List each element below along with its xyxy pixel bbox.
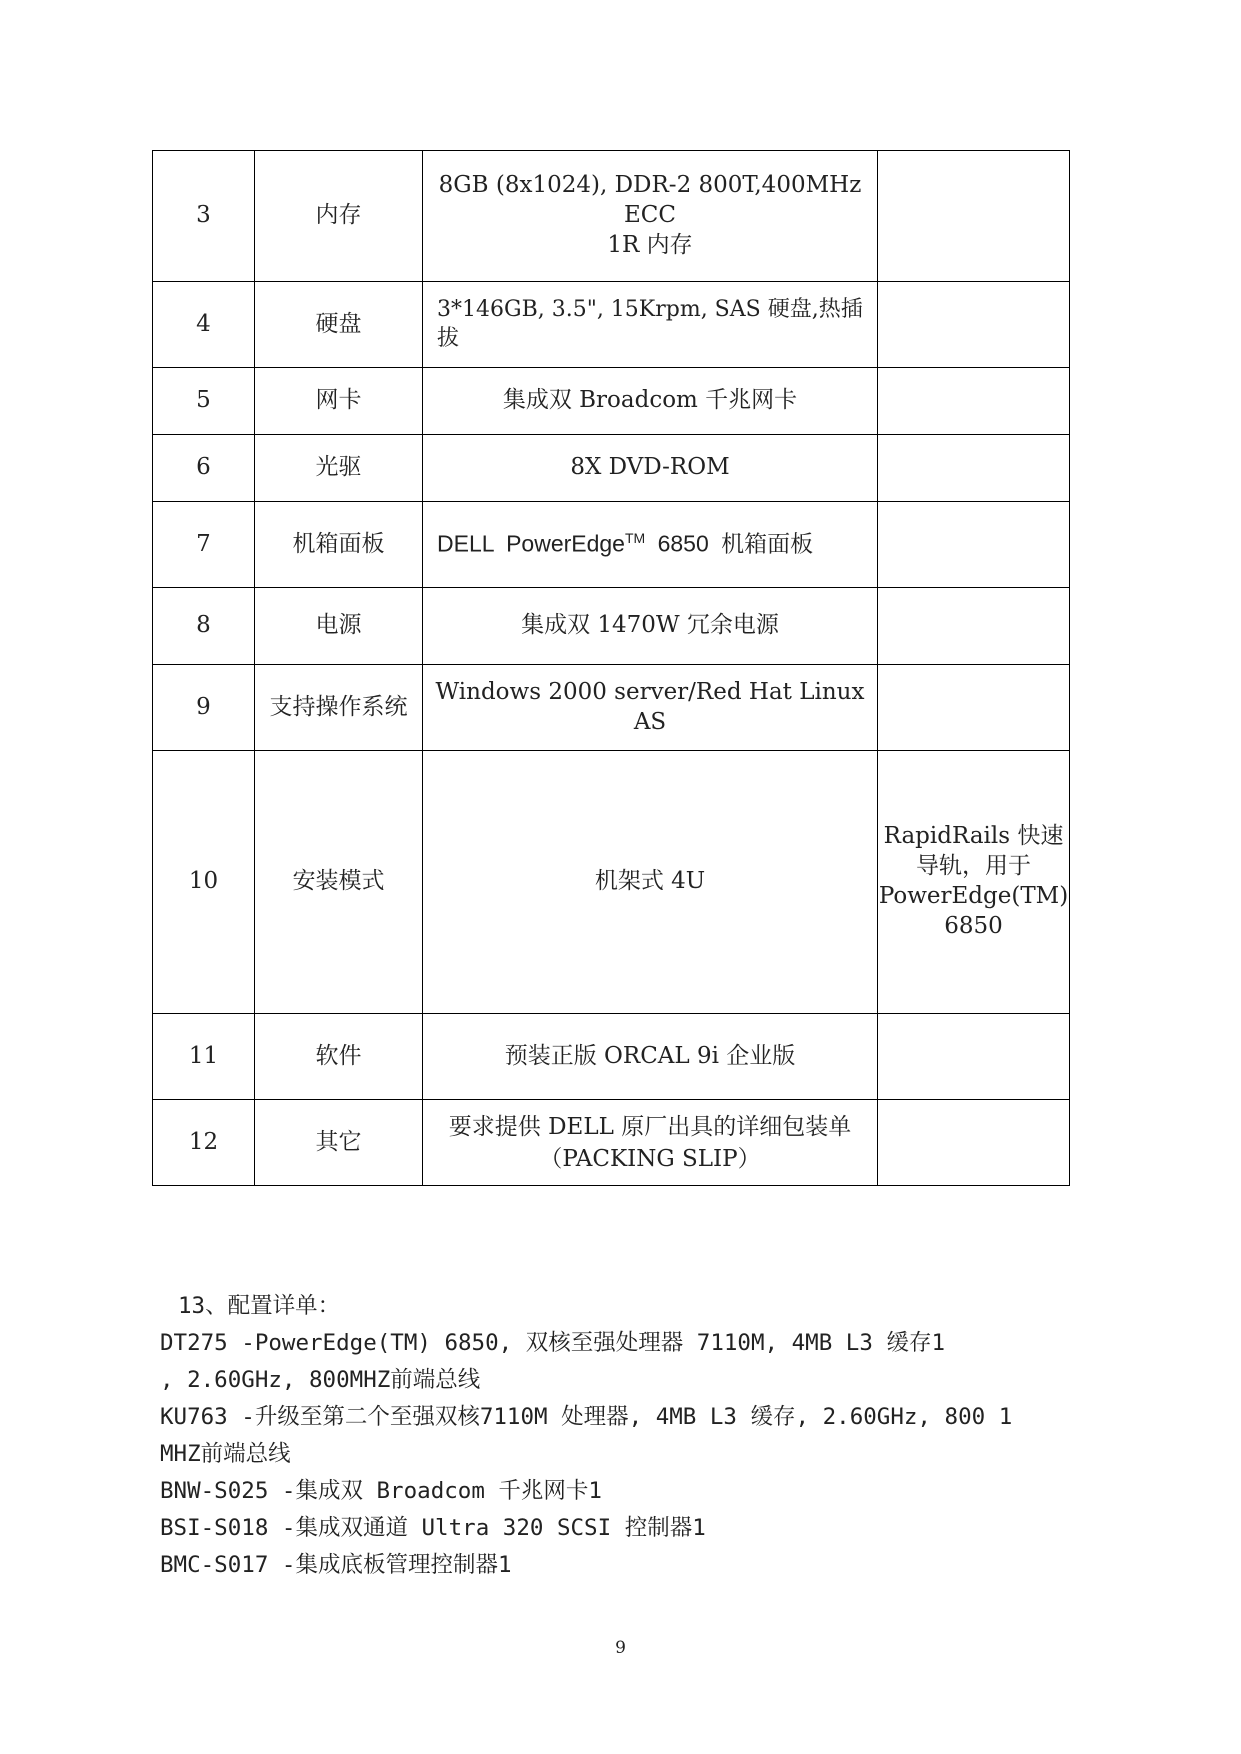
trademark-mark: TM xyxy=(624,530,646,547)
table-row xyxy=(153,1014,1070,1100)
row-note xyxy=(878,151,1070,282)
row-number: 8 xyxy=(153,588,255,665)
note-line: 导轨，用于 xyxy=(916,853,1031,880)
row-item: 软件 xyxy=(255,1014,423,1100)
note-line: PowerEdge(TM) xyxy=(878,883,1069,909)
table-row xyxy=(153,751,1070,1014)
row-item: 硬盘 xyxy=(255,282,423,368)
row-item: 网卡 xyxy=(255,368,423,435)
row-item: 安装模式 xyxy=(255,751,423,1014)
table-row xyxy=(153,435,1070,502)
row-spec xyxy=(423,1100,878,1186)
row-number: 4 xyxy=(153,282,255,368)
config-line: DT275 -PowerEdge(TM) 6850, 双核至强处理器 7110M, 4MB L3 缓存1 xyxy=(160,1330,945,1356)
row-spec: 预装正版 ORCAL 9i 企业版 xyxy=(423,1014,878,1100)
spec-line: 8GB (8x1024), DDR-2 800T,400MHz ECC xyxy=(438,172,862,229)
row-note xyxy=(878,1100,1070,1186)
row-spec: Windows 2000 server/Red Hat Linux AS xyxy=(423,665,878,751)
row-number: 7 xyxy=(153,502,255,588)
row-spec xyxy=(423,502,878,588)
row-item: 内存 xyxy=(255,151,423,282)
row-note xyxy=(878,282,1070,368)
row-spec: 集成双 Broadcom 千兆网卡 xyxy=(423,368,878,435)
row-number: 11 xyxy=(153,1014,255,1100)
table-row xyxy=(153,282,1070,368)
row-spec: 8X DVD-ROM xyxy=(423,435,878,502)
row-note xyxy=(878,435,1070,502)
row-item: 电源 xyxy=(255,588,423,665)
spec-line: 1R 内存 xyxy=(607,231,693,258)
row-number: 9 xyxy=(153,665,255,751)
row-note xyxy=(878,665,1070,751)
table-row xyxy=(153,502,1070,588)
row-number: 3 xyxy=(153,151,255,282)
config-line: BNW-S025 -集成双 Broadcom 千兆网卡1 xyxy=(160,1478,602,1504)
row-item: 支持操作系统 xyxy=(255,665,423,751)
row-number: 5 xyxy=(153,368,255,435)
row-number: 12 xyxy=(153,1100,255,1186)
row-number: 10 xyxy=(153,751,255,1014)
table-row xyxy=(153,1100,1070,1186)
config-line: BSI-S018 -集成双通道 Ultra 320 SCSI 控制器1 xyxy=(160,1515,706,1541)
spec-brand: DELL PowerEdge xyxy=(437,530,625,557)
page-number: 9 xyxy=(615,1638,626,1658)
note-line: RapidRails 快速 xyxy=(883,823,1064,850)
row-spec: 机架式 4U xyxy=(423,751,878,1014)
config-detail xyxy=(160,1288,1080,1584)
spec-line: 要求提供 DELL 原厂出具的详细包装单 xyxy=(448,1113,852,1140)
row-item: 机箱面板 xyxy=(255,502,423,588)
spec-model: 6850 机箱面板 xyxy=(645,530,814,557)
row-note xyxy=(878,368,1070,435)
row-item: 其它 xyxy=(255,1100,423,1186)
table-row xyxy=(153,151,1070,282)
table-row xyxy=(153,368,1070,435)
row-spec xyxy=(423,151,878,282)
row-spec: 3*146GB, 3.5", 15Krpm, SAS 硬盘,热插拔 xyxy=(423,282,878,368)
row-note xyxy=(878,588,1070,665)
spec-line: （PACKING SLIP） xyxy=(539,1145,761,1172)
config-line: , 2.60GHz, 800MHZ前端总线 xyxy=(160,1367,481,1393)
config-line: BMC-S017 -集成底板管理控制器1 xyxy=(160,1552,512,1578)
config-heading: 13、配置详单： xyxy=(178,1293,341,1319)
row-note xyxy=(878,1014,1070,1100)
row-note xyxy=(878,502,1070,588)
row-item: 光驱 xyxy=(255,435,423,502)
table-row xyxy=(153,588,1070,665)
config-line: MHZ前端总线 xyxy=(160,1441,291,1467)
row-number: 6 xyxy=(153,435,255,502)
note-line: 6850 xyxy=(944,912,1003,939)
spec-table xyxy=(152,150,1070,1186)
config-line: KU763 -升级至第二个至强双核7110M 处理器, 4MB L3 缓存, 2.60GHz, 800 1 xyxy=(160,1404,1013,1430)
row-spec: 集成双 1470W 冗余电源 xyxy=(423,588,878,665)
table-row xyxy=(153,665,1070,751)
row-note xyxy=(878,751,1070,1014)
